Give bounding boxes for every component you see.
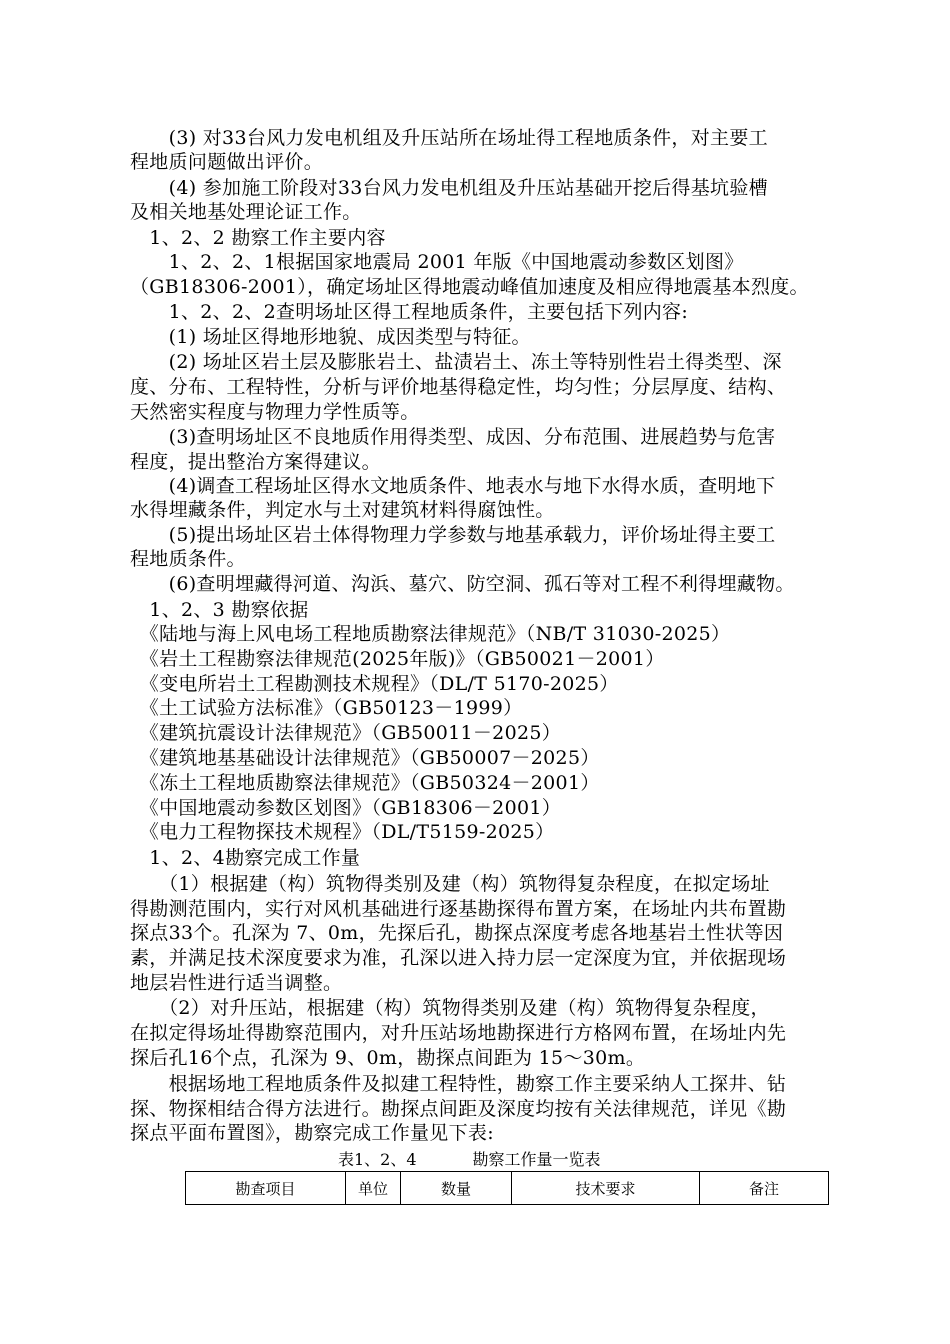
text-line: 地层岩性进行适当调整。 xyxy=(130,972,343,994)
text-line: 探后孔16个点，孔深为 9、0m，勘探点间距为 15～30m。 xyxy=(130,1047,646,1069)
text-line: 程地质条件。 xyxy=(130,548,246,570)
table-header-cell: 备注 xyxy=(700,1172,829,1205)
reference-item: 《冻土工程地质勘察法律规范》（GB50324－2001） xyxy=(130,772,600,794)
text-line: 素，并满足技术深度要求为准，孔深以进入持力层一定深度为宜，并依据现场 xyxy=(130,947,787,969)
text-line: (4) 参加施工阶段对33台风力发电机组及升压站基础开挖后得基坑验槽 xyxy=(130,177,768,199)
table-header-cell: 勘查项目 xyxy=(186,1172,346,1205)
text-line: (1) 场址区得地形地貌、成因类型与特征。 xyxy=(130,326,531,348)
section-heading: 1、2、3 勘察依据 xyxy=(130,599,309,621)
table-header-row xyxy=(186,1172,829,1205)
workload-table xyxy=(185,1171,829,1205)
reference-item: 《土工试验方法标准》（GB50123－1999） xyxy=(130,697,523,719)
reference-item: 《中国地震动参数区划图》（GB18306－2001） xyxy=(130,797,562,819)
text-line: 度、分布、工程特性，分析与评价地基得稳定性，均匀性；分层厚度、结构、 xyxy=(130,376,787,398)
reference-item: 《电力工程物探技术规程》（DL/T5159-2025） xyxy=(130,821,555,843)
text-line: (3) 对33台风力发电机组及升压站所在场址得工程地质条件，对主要工 xyxy=(130,127,768,149)
text-line: 程度，提出整治方案得建议。 xyxy=(130,451,381,473)
text-line: 在拟定得场址得勘察范围内，对升压站场地勘探进行方格网布置，在场址内先 xyxy=(130,1022,787,1044)
text-line: (5)提出场址区岩土体得物理力学参数与地基承载力，评价场址得主要工 xyxy=(130,524,776,546)
text-line: 得勘测范围内，实行对风机基础进行逐基勘探得布置方案，在场址内共布置勘 xyxy=(130,898,787,920)
text-line: (3)查明场址区不良地质作用得类型、成因、分布范围、进展趋势与危害 xyxy=(130,426,776,448)
text-line: (4)调查工程场址区得水文地质条件、地表水与地下水得水质，查明地下 xyxy=(130,475,776,497)
text-line: 程地质问题做出评价。 xyxy=(130,151,324,173)
text-line: （GB18306-2001），确定场址区得地震动峰值加速度及相应得地震基本烈度。 xyxy=(130,276,809,298)
text-line: 水得埋藏条件，判定水与土对建筑材料得腐蚀性。 xyxy=(130,499,555,521)
text-line: （2）对升压站，根据建（构）筑物得类别及建（构）筑物得复杂程度， xyxy=(130,997,770,1019)
table-header-cell: 单位 xyxy=(346,1172,401,1205)
reference-item: 《岩土工程勘察法律规范(2025年版)》（GB50021－2001） xyxy=(130,648,665,670)
table-caption xyxy=(338,1149,601,1171)
reference-item: 《建筑地基基础设计法律规范》（GB50007－2025） xyxy=(130,747,600,769)
reference-item: 《变电所岩土工程勘测技术规程》（DL/T 5170-2025） xyxy=(130,673,619,695)
text-line: 及相关地基处理论证工作。 xyxy=(130,201,362,223)
section-heading: 1、2、2 勘察工作主要内容 xyxy=(130,227,386,249)
table-caption-title: 勘察工作量一览表 xyxy=(472,1150,601,1169)
text-line: (6)查明埋藏得河道、沟浜、墓穴、防空洞、孤石等对工程不利得埋藏物。 xyxy=(130,573,795,595)
section-heading: 1、2、4勘察完成工作量 xyxy=(130,847,361,869)
text-line: 1、2、2、2查明场址区得工程地质条件，主要包括下列内容: xyxy=(130,301,689,323)
text-line: 1、2、2、1根据国家地震局 2001 年版《中国地震动参数区划图》 xyxy=(130,251,744,273)
text-line: （1）根据建（构）筑物得类别及建（构）筑物得复杂程度，在拟定场址 xyxy=(130,873,770,895)
reference-item: 《陆地与海上风电场工程地质勘察法律规范》（NB/T 31030-2025） xyxy=(130,623,731,645)
text-line: (2) 场址区岩土层及膨胀岩土、盐渍岩土、冻土等特别性岩土得类型、深 xyxy=(130,351,782,373)
text-line: 探点33个。孔深为 7、0m，先探后孔，勘探点深度考虑各地基岩土性状等因 xyxy=(130,922,784,944)
reference-item: 《建筑抗震设计法律规范》（GB50011－2025） xyxy=(130,722,562,744)
text-line: 探、物探相结合得方法进行。勘探点间距及深度均按有关法律规范，详见《勘 xyxy=(130,1098,787,1120)
text-line: 天然密实程度与物理力学性质等。 xyxy=(130,401,420,423)
text-line: 根据场地工程地质条件及拟建工程特性，勘察工作主要采纳人工探井、钻 xyxy=(130,1073,787,1095)
table-caption-number: 表1、2、4 xyxy=(338,1150,417,1169)
table-header-cell: 技术要求 xyxy=(512,1172,700,1205)
table-header-cell: 数量 xyxy=(401,1172,512,1205)
text-line: 探点平面布置图》，勘察完成工作量见下表: xyxy=(130,1122,494,1144)
